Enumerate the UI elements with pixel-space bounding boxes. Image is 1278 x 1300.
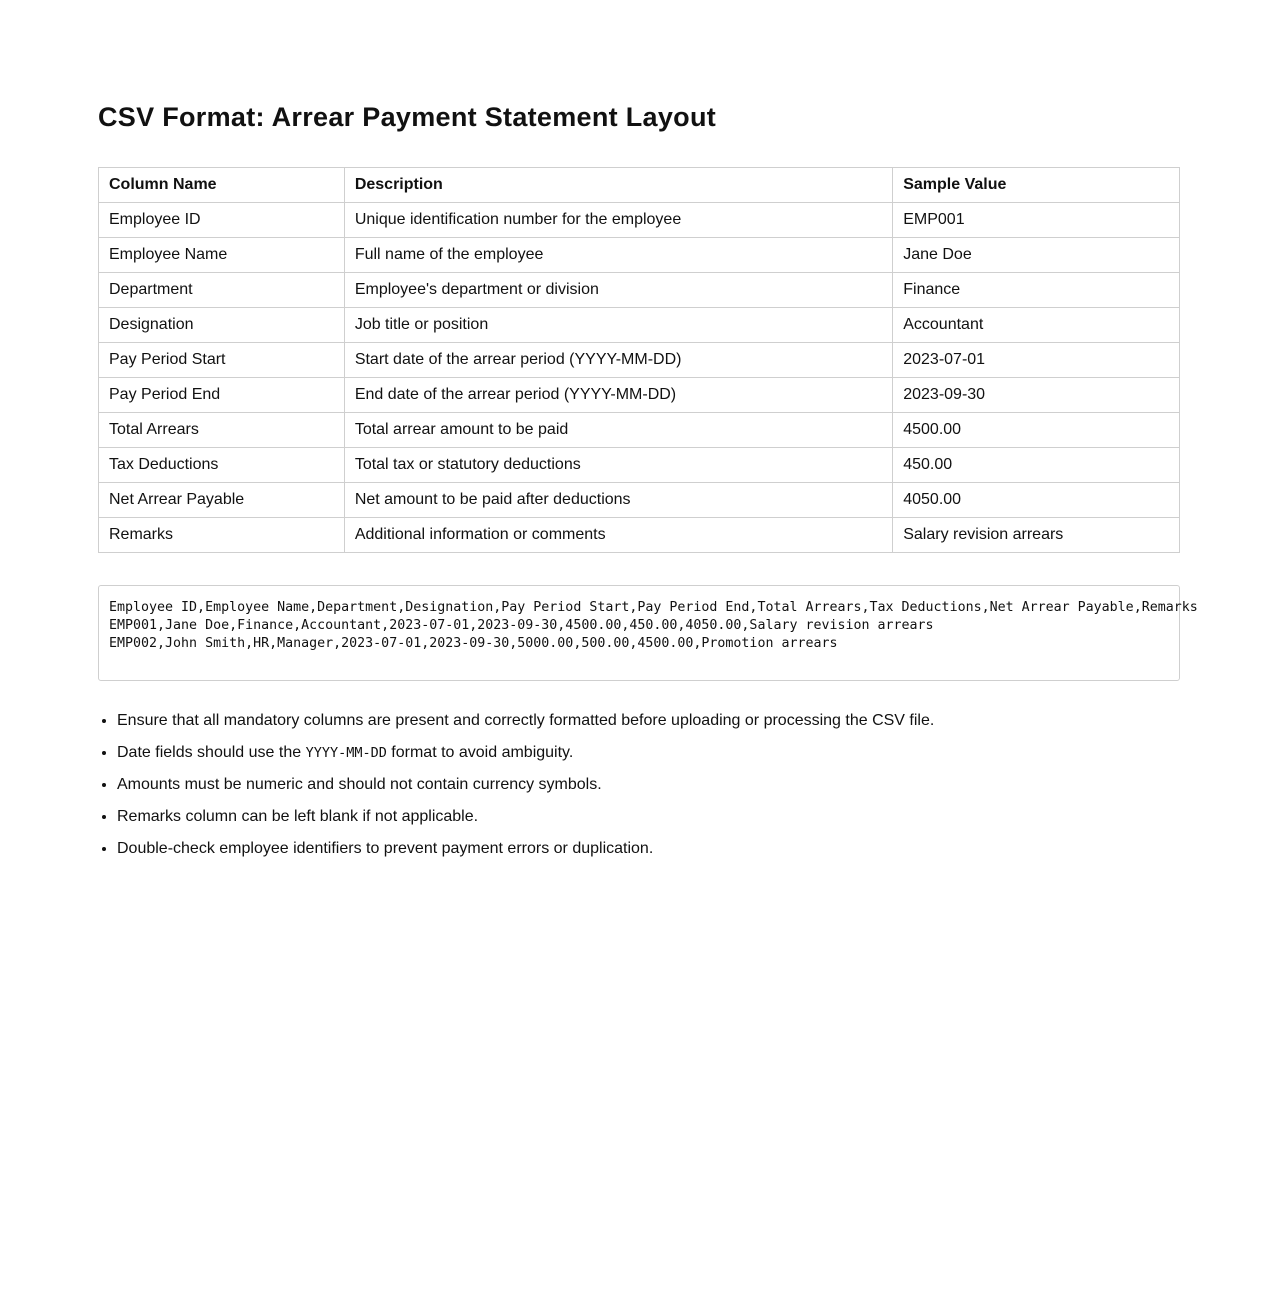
cell-column-name: Employee ID: [99, 203, 345, 238]
cell-column-name: Tax Deductions: [99, 448, 345, 483]
cell-description: Job title or position: [344, 308, 892, 343]
cell-sample-value: Salary revision arrears: [893, 518, 1180, 553]
cell-column-name: Designation: [99, 308, 345, 343]
table-row: [99, 308, 1180, 343]
cell-description: Net amount to be paid after deductions: [344, 483, 892, 518]
table-row: [99, 413, 1180, 448]
csv-sample-block: [98, 585, 1198, 681]
notes-list: [98, 711, 1180, 859]
cell-column-name: Remarks: [99, 518, 345, 553]
header-description: Description: [344, 168, 892, 203]
cell-description: Total arrear amount to be paid: [344, 413, 892, 448]
column-spec-table: [98, 167, 1180, 553]
csv-data-line: EMP001,Jane Doe,Finance,Accountant,2023-07-01,2023-09-30,4500.00,450.00,4050.00,Salary revision arrears: [109, 618, 934, 633]
cell-column-name: Pay Period End: [99, 378, 345, 413]
list-item: [117, 743, 1180, 763]
cell-column-name: Net Arrear Payable: [99, 483, 345, 518]
header-column-name: Column Name: [99, 168, 345, 203]
cell-description: Employee's department or division: [344, 273, 892, 308]
cell-column-name: Employee Name: [99, 238, 345, 273]
cell-sample-value: 2023-09-30: [893, 378, 1180, 413]
date-format-code: YYYY-MM-DD: [305, 745, 387, 761]
table-row: [99, 273, 1180, 308]
list-item: • Ensure that all mandatory columns are present and correctly formatted before uploading or processing the CSV file.: [117, 711, 1180, 731]
cell-description: Additional information or comments: [344, 518, 892, 553]
table-row: [99, 238, 1180, 273]
cell-sample-value: Jane Doe: [893, 238, 1180, 273]
csv-header-line: Employee ID,Employee Name,Department,Designation,Pay Period Start,Pay Period End,Total Arrears,Tax Deductions,Net Arrear Payable,Remarks: [109, 600, 1198, 615]
cell-description: Unique identification number for the employee: [344, 203, 892, 238]
cell-description: End date of the arrear period (YYYY-MM-DD): [344, 378, 892, 413]
cell-sample-value: Accountant: [893, 308, 1180, 343]
table-row: [99, 483, 1180, 518]
table-row: [99, 343, 1180, 378]
table-row: [99, 203, 1180, 238]
table-header-row: [99, 168, 1180, 203]
cell-description: Total tax or statutory deductions: [344, 448, 892, 483]
cell-column-name: Total Arrears: [99, 413, 345, 448]
cell-sample-value: Finance: [893, 273, 1180, 308]
cell-column-name: Department: [99, 273, 345, 308]
cell-description: Start date of the arrear period (YYYY-MM-DD): [344, 343, 892, 378]
table-row: [99, 378, 1180, 413]
table-row: [99, 448, 1180, 483]
table-row: [99, 518, 1180, 553]
cell-column-name: Pay Period Start: [99, 343, 345, 378]
cell-sample-value: 4050.00: [893, 483, 1180, 518]
list-item: • Remarks column can be left blank if not applicable.: [117, 807, 1180, 827]
cell-sample-value: 2023-07-01: [893, 343, 1180, 378]
cell-sample-value: EMP001: [893, 203, 1180, 238]
list-item: • Amounts must be numeric and should not contain currency symbols.: [117, 775, 1180, 795]
page-title: CSV Format: Arrear Payment Statement Layout: [98, 102, 717, 132]
cell-sample-value: 450.00: [893, 448, 1180, 483]
note-text: format to avoid ambiguity.: [386, 744, 574, 761]
cell-sample-value: 4500.00: [893, 413, 1180, 448]
cell-description: Full name of the employee: [344, 238, 892, 273]
csv-data-line: EMP002,John Smith,HR,Manager,2023-07-01,2023-09-30,5000.00,500.00,4500.00,Promotion arrears: [109, 636, 838, 651]
note-text: Date fields should use the: [117, 744, 306, 761]
list-item: • Double-check employee identifiers to prevent payment errors or duplication.: [117, 839, 1180, 859]
header-sample-value: Sample Value: [893, 168, 1180, 203]
